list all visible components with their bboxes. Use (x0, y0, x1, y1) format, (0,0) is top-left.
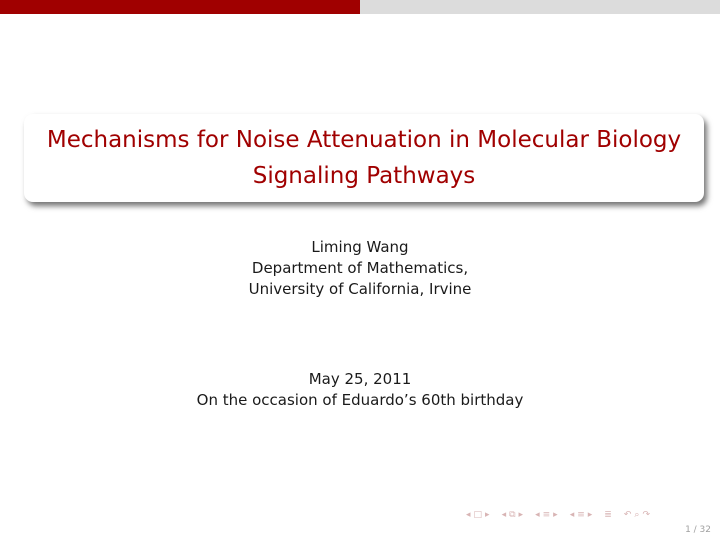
back-icon[interactable]: ↶ (623, 510, 632, 520)
title-line-1: Mechanisms for Noise Attenuation in Molecular Biology (46, 127, 682, 153)
slide-icon[interactable]: ≡ (577, 510, 585, 520)
author-institution: University of California, Irvine (248, 280, 472, 298)
author-department: Department of Mathematics, (251, 259, 469, 277)
search-icon[interactable]: ⌕ (634, 510, 640, 520)
forward-icon[interactable]: ↷ (642, 510, 650, 520)
next-subsection-icon[interactable]: ▸ (518, 510, 524, 520)
previous-section-icon[interactable]: ◂ (535, 510, 540, 520)
event-block (0, 369, 720, 411)
progress-track (0, 0, 720, 14)
navigation-bar (466, 508, 650, 522)
event-date: May 25, 2011 (308, 370, 412, 388)
title-box (24, 114, 704, 202)
progress-fill (0, 0, 360, 14)
author-block (0, 237, 720, 300)
previous-frame-icon[interactable]: ▸ (485, 510, 490, 520)
appendix-icon[interactable]: ≣ (604, 510, 612, 520)
section-icon[interactable]: ≡ (542, 510, 551, 520)
frame-icon[interactable]: □ (473, 510, 483, 520)
author-name: Liming Wang (311, 238, 409, 256)
title-line-2: Signaling Pathways (252, 163, 476, 189)
next-section-icon[interactable]: ▸ (553, 510, 558, 520)
event-occasion: On the occasion of Eduardo’s 60th birthday (196, 391, 524, 409)
subsection-icon[interactable]: ⧉ (509, 510, 516, 520)
previous-slide-icon[interactable]: ◂ (569, 510, 575, 520)
first-frame-icon[interactable]: ◂ (466, 510, 471, 520)
page-number: 1 / 32 (685, 525, 711, 535)
previous-subsection-icon[interactable]: ◂ (501, 510, 507, 520)
next-slide-icon[interactable]: ▸ (587, 510, 593, 520)
